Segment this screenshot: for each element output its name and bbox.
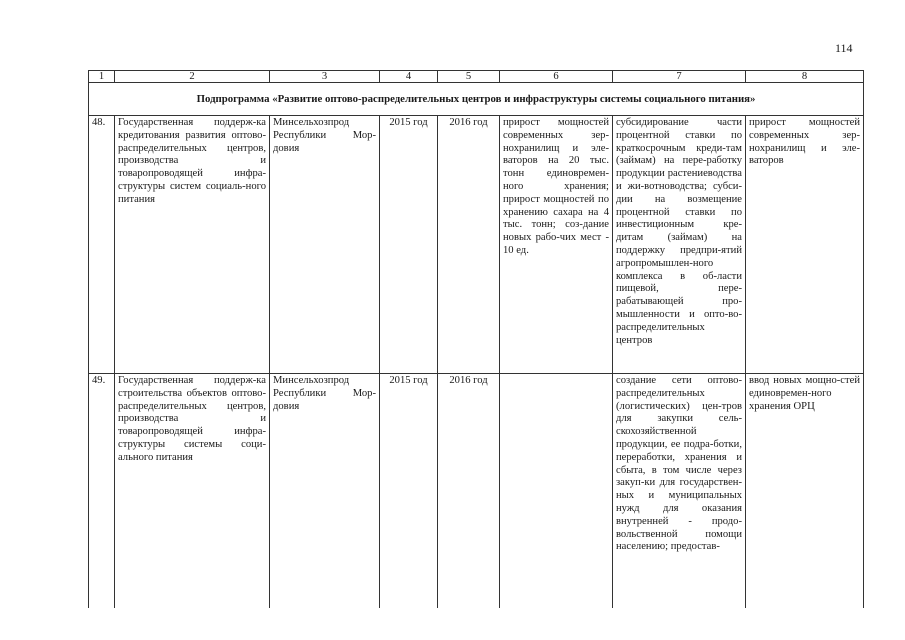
- indicator-cell: прирост мощностей современных зер-нохранилищ и эле-ваторов: [746, 116, 864, 374]
- executor-cell: Минсельхозпрод Республики Мор-довия: [270, 374, 380, 609]
- subprogram-row: [89, 83, 864, 116]
- content-cell: субсидирование части процентной ставки по краткосрочным креди-там (займам) на пере-работку продукции растениеводства и жи-вотноводства; субси-дии на возмещение процентной ставки по инвестиционным кре-дитам (займам) на поддержку предпри-ятий агропромышлен-ного комплекса в об-ласти пищевой, пере-рабатывающей про-мышленности и опто-во-распределительных центров: [613, 116, 746, 374]
- column-header: 5: [438, 71, 500, 83]
- end-year-cell: 2016 год: [438, 116, 500, 374]
- subprogram-title: Подпрограмма «Развитие оптово-распределительных центров и инфраструктуры системы социального питания»: [89, 83, 864, 116]
- table-row: [89, 374, 864, 609]
- indicator-cell: ввод новых мощно-стей единовремен-ного хранения ОРЦ: [746, 374, 864, 609]
- table-row: [89, 116, 864, 374]
- column-header: 6: [500, 71, 613, 83]
- start-year-cell: 2015 год: [380, 374, 438, 609]
- row-number: 48.: [89, 116, 115, 374]
- program-table: [88, 70, 864, 608]
- result-cell: прирост мощностей современных зер-нохранилищ и эле-ваторов на 20 тыс. тонн единовремен-ного хранения; прирост мощностей по хранению сахара на 4 тыс. тонн; соз-дание новых рабо-чих мест - 10 ед.: [500, 116, 613, 374]
- start-year-cell: 2015 год: [380, 116, 438, 374]
- column-header: 8: [746, 71, 864, 83]
- column-header: 4: [380, 71, 438, 83]
- page-number: 114: [835, 41, 853, 55]
- column-header: 1: [89, 71, 115, 83]
- result-cell: [500, 374, 613, 609]
- column-header: 7: [613, 71, 746, 83]
- column-header: 2: [115, 71, 270, 83]
- column-number-row: [89, 71, 864, 83]
- end-year-cell: 2016 год: [438, 374, 500, 609]
- measure-cell: Государственная поддерж-ка строительства объектов оптово-распределительных центров, производства и товаропроводящей инфра-структуры системы соци-ального питания: [115, 374, 270, 609]
- measure-cell: Государственная поддерж-ка кредитования развития оптово-распределительных центров, производства и товаропроводящей инфра-структуры систем социаль-ного питания: [115, 116, 270, 374]
- content-cell: создание сети оптово-распределительных (логистических) цен-тров для закупки сель-скохозяйственной продукции, ее подра-ботки, переработки, хранения и сбыта, в том числе через закуп-ки для государствен-ных и муниципальных нужд для оказания внутренней - продо-вольственной помощи населению; предостав-: [613, 374, 746, 609]
- executor-cell: Минсельхозпрод Республики Мор-довия: [270, 116, 380, 374]
- column-header: 3: [270, 71, 380, 83]
- row-number: 49.: [89, 374, 115, 609]
